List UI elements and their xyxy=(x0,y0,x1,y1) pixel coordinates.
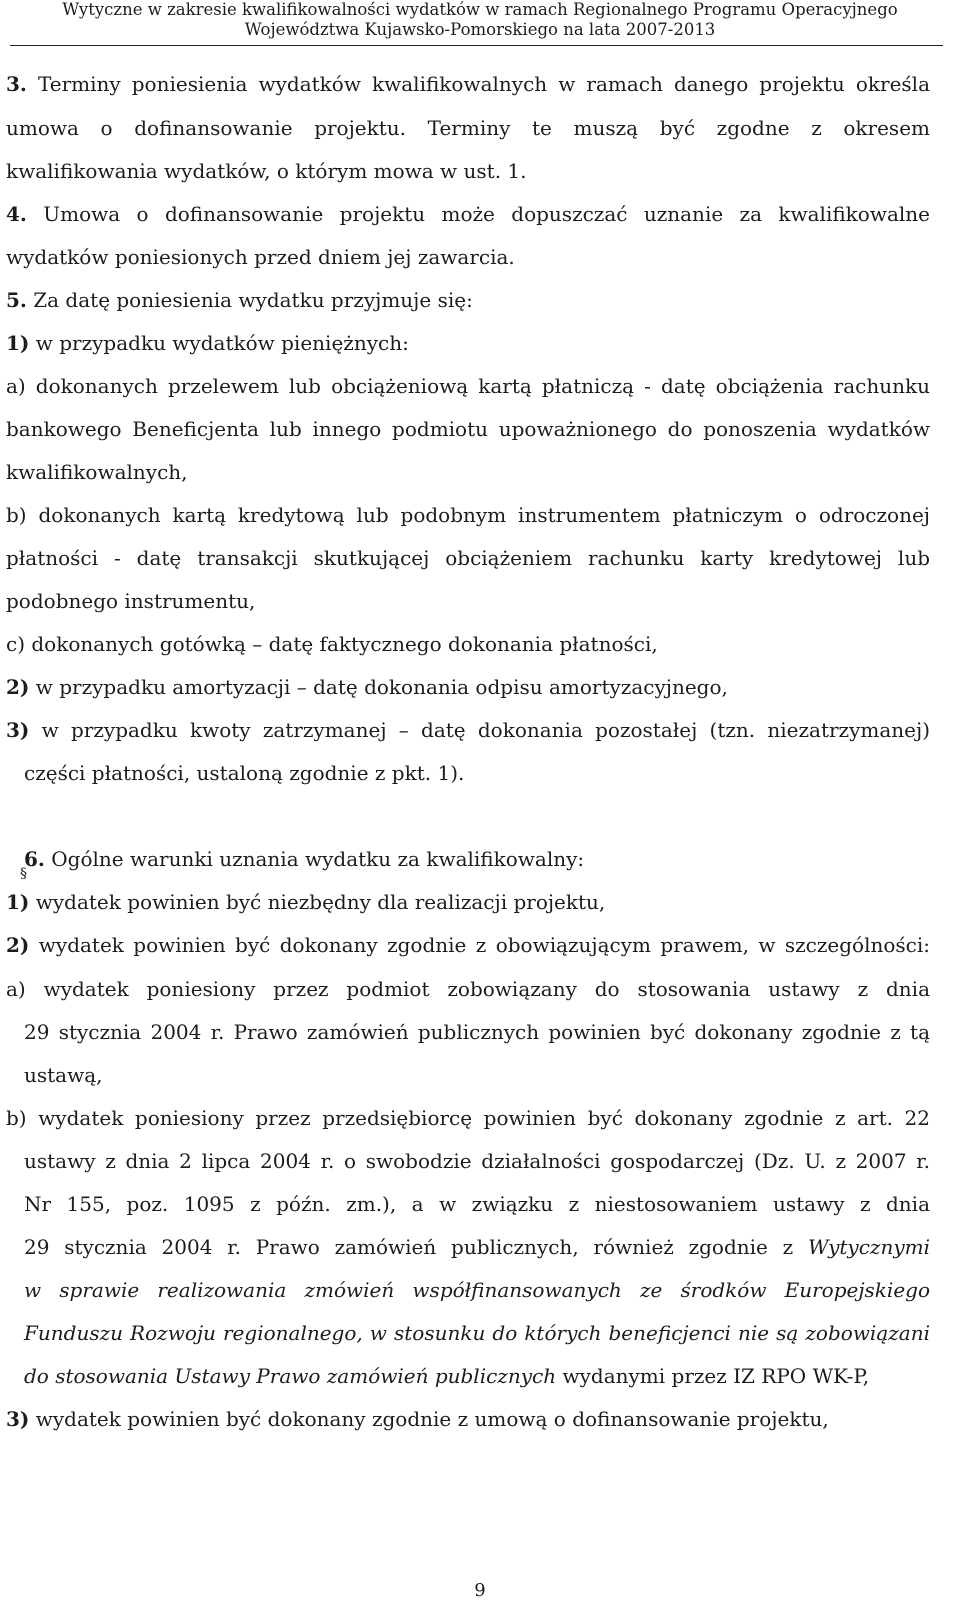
header-line-2: Województwa Kujawsko-Pomorskiego na lata 2007-2013 xyxy=(244,20,716,39)
p5-a-line-3: kwalifikowalnych, xyxy=(6,460,188,484)
p5-item-1: 1) w przypadku wydatków pieniężnych: xyxy=(6,331,409,355)
p4-line-1: 4. Umowa o dofinansowanie projektu może dopuszczać uznanie za kwalifikowalne xyxy=(6,202,930,226)
p3-line-1: 3. Terminy poniesienia wydatków kwalifikowalnych w ramach danego projektu określa xyxy=(6,72,930,96)
p6-item-1: 1) wydatek powinien być niezbędny dla realizacji projektu, xyxy=(6,890,606,914)
p6-b-line-7: do stosowania Ustawy Prawo zamówień publicznych wydanymi przez IZ RPO WK-P, xyxy=(24,1364,870,1388)
p6-a-line-1: a) wydatek poniesiony przez podmiot zobowiązany do stosowania ustawy z dnia xyxy=(6,977,930,1001)
p6-b-line-1: b) wydatek poniesiony przez przedsiębiorcę powinien być dokonany zgodnie z art. 22 xyxy=(6,1106,930,1130)
p6-b-line-5: w sprawie realizowania zmówień współfinansowanych ze środków Europejskiego xyxy=(24,1278,930,1302)
p6-item-3: 3) wydatek powinien być dokonany zgodnie z umową o dofinansowanie projektu, xyxy=(6,1407,829,1431)
p4-line-2: wydatków poniesionych przed dniem jej zawarcia. xyxy=(6,245,515,269)
p5-b-line-1: b) dokonanych kartą kredytową lub podobnym instrumentem płatniczym o odroczonej xyxy=(6,503,930,527)
p5-item-3-line-1: 3) w przypadku kwoty zatrzymanej – datę dokonania pozostałej (tzn. niezatrzymanej) xyxy=(6,718,930,742)
p5-item-3-line-2: części płatności, ustaloną zgodnie z pkt. 1). xyxy=(24,761,465,785)
header-rule xyxy=(10,45,943,46)
p6-item-2: 2) wydatek powinien być dokonany zgodnie z obowiązującym prawem, w szczególności: xyxy=(6,933,930,957)
p6-line-1: 6. Ogólne warunki uznania wydatku za kwalifikowalny: xyxy=(24,847,585,871)
p5-b-line-3: podobnego instrumentu, xyxy=(6,589,256,613)
p6-b-line-6: Funduszu Rozwoju regionalnego, w stosunku do których beneficjenci nie są zobowiązani xyxy=(24,1321,930,1345)
header-line-1: Wytyczne w zakresie kwalifikowalności wydatków w ramach Regionalnego Programu Operacyjnego xyxy=(62,0,898,19)
p5-a-line-1: a) dokonanych przelewem lub obciążeniową kartą płatniczą - datę obciążenia rachunku xyxy=(6,374,930,398)
p6-a-line-2: 29 stycznia 2004 r. Prawo zamówień publicznych powinien być dokonany zgodnie z tą xyxy=(24,1020,930,1044)
p5-b-line-2: płatności - datę transakcji skutkującej obciążeniem rachunku karty kredytowej lub xyxy=(6,546,930,570)
p5-item-2: 2) w przypadku amortyzacji – datę dokonania odpisu amortyzacyjnego, xyxy=(6,675,728,699)
p5-c-line-1: c) dokonanych gotówką – datę faktycznego dokonania płatności, xyxy=(6,632,658,656)
p3-line-2: umowa o dofinansowanie projektu. Terminy te muszą być zgodne z okresem xyxy=(6,116,930,140)
p5-a-line-2: bankowego Beneficjenta lub innego podmiotu upoważnionego do ponoszenia wydatków xyxy=(6,417,930,441)
p5-line-1: 5. Za datę poniesienia wydatku przyjmuje się: xyxy=(6,288,473,312)
p6-b-line-4: 29 stycznia 2004 r. Prawo zamówień publicznych, również zgodnie z Wytycznymi xyxy=(24,1235,930,1259)
page-number: 9 xyxy=(474,1580,486,1601)
p6-b-line-2: ustawy z dnia 2 lipca 2004 r. o swobodzie działalności gospodarczej (Dz. U. z 2007 r. xyxy=(24,1149,930,1173)
p3-line-3: kwalifikowania wydatków, o którym mowa w ust. 1. xyxy=(6,159,527,183)
section-mark: § xyxy=(20,866,27,882)
p6-a-line-3: ustawą, xyxy=(24,1063,103,1087)
p6-b-line-3: Nr 155, poz. 1095 z późn. zm.), a w związku z niestosowaniem ustawy z dnia xyxy=(24,1192,930,1216)
